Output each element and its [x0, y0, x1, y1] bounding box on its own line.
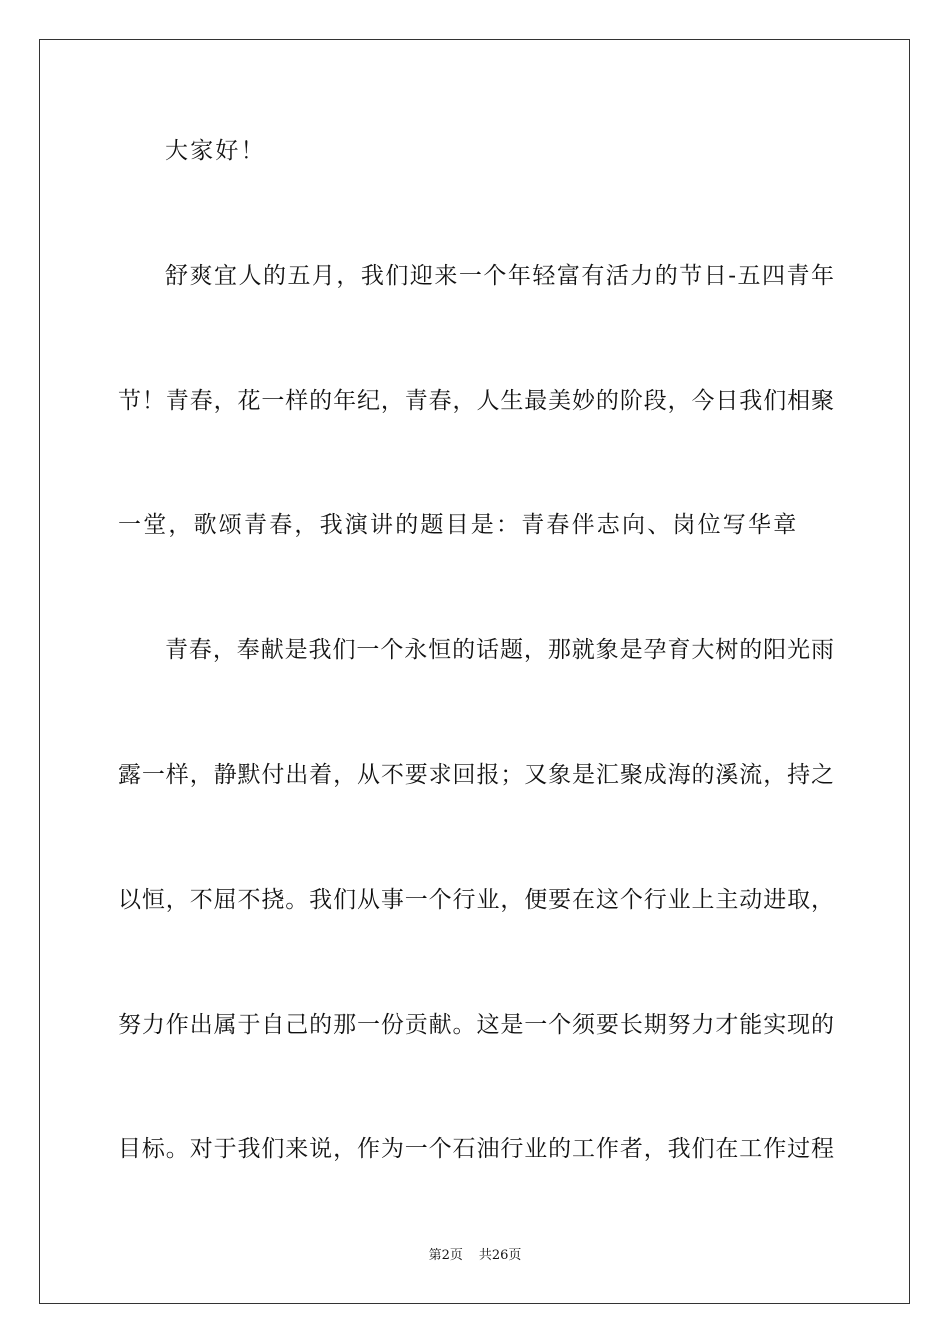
- greeting-line: 大家好！: [165, 138, 266, 164]
- page-footer: [0, 1247, 950, 1265]
- paragraph-line: 目标。对于我们来说，作为一个石油行业的工作者，我们在工作过程: [118, 1136, 834, 1162]
- paragraph-line: 节！青春，花一样的年纪，青春，人生最美妙的阶段，今日我们相聚: [118, 388, 834, 414]
- paragraph-line: 露一样，静默付出着，从不要求回报；又象是汇聚成海的溪流，持之: [118, 762, 834, 788]
- paragraph-line: 以恒，不屈不挠。我们从事一个行业，便要在这个行业上主动进取，: [118, 887, 834, 913]
- page-total: 共26页: [478, 1248, 522, 1263]
- page-number: 第2页: [428, 1248, 463, 1263]
- paragraph-line: 努力作出属于自己的那一份贡献。这是一个须要长期努力才能实现的: [118, 1012, 834, 1038]
- paragraph-line: 舒爽宜人的五月，我们迎来一个年轻富有活力的节日-五四青年: [165, 263, 834, 289]
- page-border: [39, 39, 910, 1304]
- paragraph-line: 一堂，歌颂青春，我演讲的题目是：青春伴志向、岗位写华章: [118, 512, 799, 538]
- paragraph-line: 青春，奉献是我们一个永恒的话题，那就象是孕育大树的阳光雨: [165, 637, 834, 663]
